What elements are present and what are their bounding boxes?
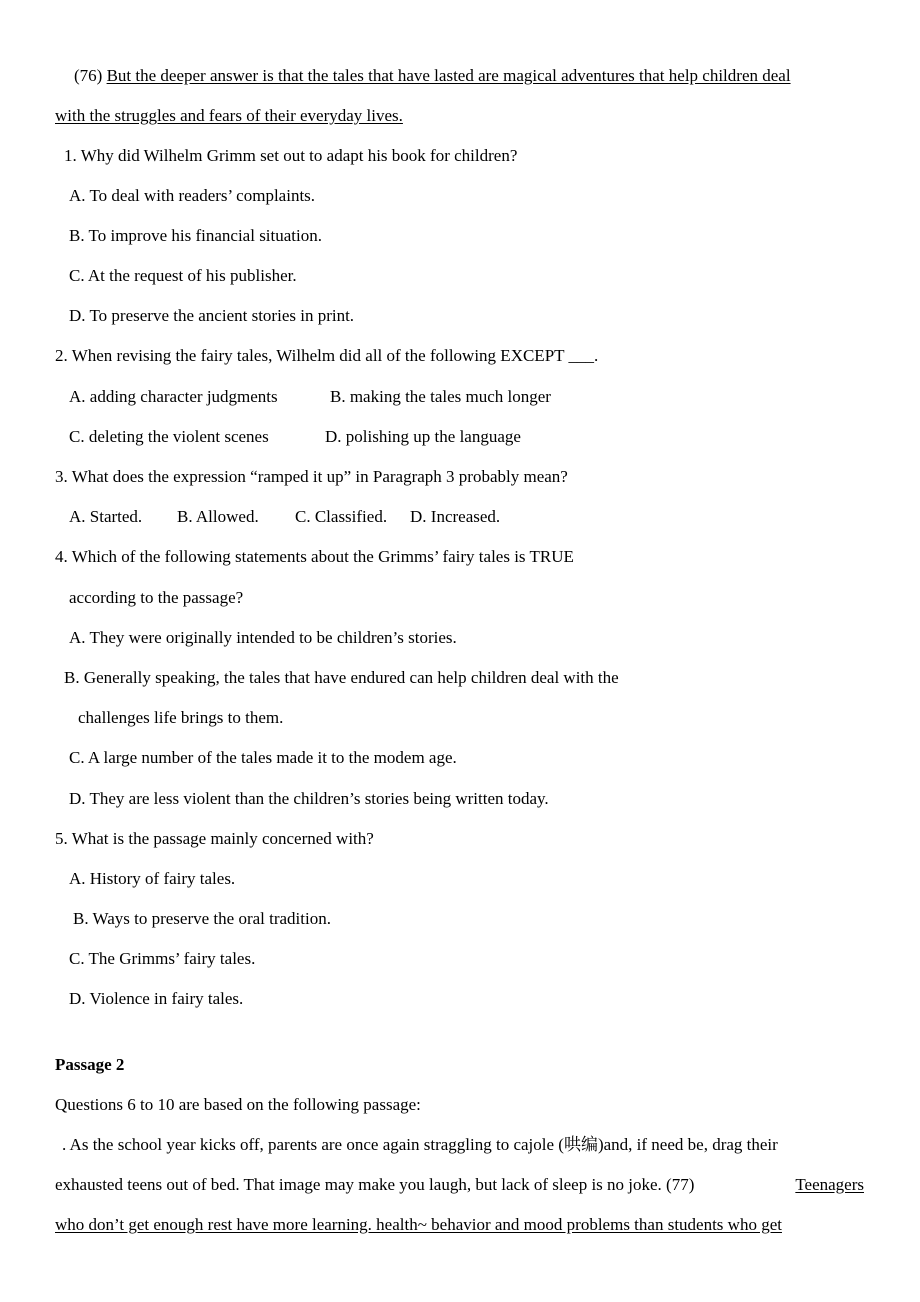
question-3-option-a: A. Started. (69, 507, 143, 526)
question-3-stem: 3. What does the expression “ramped it up” in Paragraph 3 probably mean? (55, 467, 568, 486)
passage-2-line-2 (55, 1175, 864, 1195)
question-4-stem-line-2: according to the passage? (69, 588, 244, 607)
question-2-stem-text: 2. When revising the fairy tales, Wilhelm did all of the following EXCEPT (55, 346, 565, 365)
question-3-option-c: C. Classified. (295, 507, 388, 526)
question-4-option-c: C. A large number of the tales made it to the modem age. (69, 748, 457, 767)
question-4-stem-line-1: 4. Which of the following statements about the Grimms’ fairy tales is TRUE (55, 547, 574, 566)
question-2-option-b: B. making the tales much longer (330, 387, 551, 406)
sentence-number: (76) (74, 66, 103, 85)
passage-2-line-1: . As the school year kicks off, parents are once again straggling to cajole (哄编)and, if need be, drag their (62, 1135, 778, 1154)
passage-2-line-3: who don’t get enough rest have more learning. health~ behavior and mood problems than students who get (55, 1215, 782, 1234)
question-2-option-a: A. adding character judgments (69, 387, 278, 406)
answer-blank: ___. (568, 346, 599, 365)
sentence-76-line-2: with the struggles and fears of their everyday lives. (55, 106, 403, 125)
question-4-option-d: D. They are less violent than the children’s stories being written today. (69, 789, 549, 808)
question-5-option-b: B. Ways to preserve the oral tradition. (73, 909, 331, 928)
question-1-option-d: D. To preserve the ancient stories in print. (69, 306, 355, 325)
question-1-option-b: B. To improve his financial situation. (69, 226, 322, 245)
sentence-77-start: Teenagers (795, 1175, 864, 1194)
question-2-option-c: C. deleting the violent scenes (69, 427, 269, 446)
question-3-option-d: D. Increased. (410, 507, 501, 526)
passage-2-intro: Questions 6 to 10 are based on the following passage: (55, 1095, 421, 1114)
question-4-option-b-line-2: challenges life brings to them. (78, 708, 284, 727)
question-4-option-a: A. They were originally intended to be children’s stories. (69, 628, 457, 647)
question-1-stem: 1. Why did Wilhelm Grimm set out to adapt his book for children? (64, 146, 518, 165)
question-2-option-d: D. polishing up the language (325, 427, 521, 446)
question-5-option-d: D. Violence in fairy tales. (69, 989, 244, 1008)
passage-2-line-2-text: exhausted teens out of bed. That image may make you laugh, but lack of sleep is no joke. (77) (55, 1175, 695, 1194)
question-3-option-b: B. Allowed. (177, 507, 259, 526)
sentence-76-line-1 (74, 66, 791, 86)
question-5-option-c: C. The Grimms’ fairy tales. (69, 949, 256, 968)
passage-2-title: Passage 2 (55, 1055, 125, 1074)
question-1-option-c: C. At the request of his publisher. (69, 266, 297, 285)
question-1-option-a: A. To deal with readers’ complaints. (69, 186, 316, 205)
question-2-stem (55, 346, 598, 366)
sentence-76-text: But the deeper answer is that the tales that have lasted are magical adventures that help children deal (106, 66, 791, 85)
question-4-option-b-line-1: B. Generally speaking, the tales that have endured can help children deal with the (64, 668, 619, 687)
question-5-stem: 5. What is the passage mainly concerned with? (55, 829, 374, 848)
question-5-option-a: A. History of fairy tales. (69, 869, 236, 888)
